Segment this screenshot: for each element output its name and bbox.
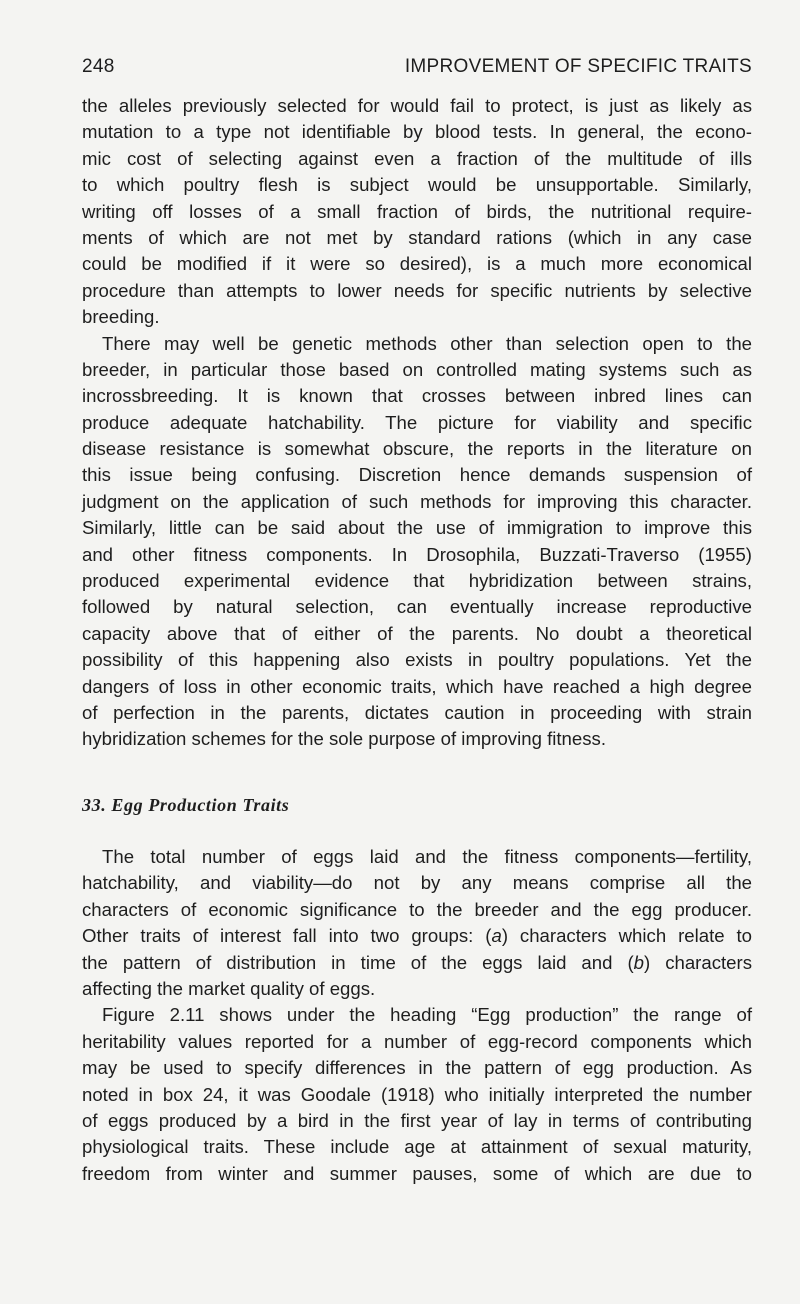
section-title: Egg Production Traits xyxy=(111,795,290,815)
text-line: produce adequate hatchability. The picture for viability and specific xyxy=(82,411,752,433)
text-line: followed by natural selection, can eventually increase reproductive xyxy=(82,596,752,618)
text-line: mutation to a type not identifiable by blood tests. In general, the econo- xyxy=(82,121,752,143)
text-line: could be modified if it were so desired), is a much more economical xyxy=(82,253,752,275)
section-text xyxy=(82,844,752,1187)
paragraph-4 xyxy=(82,1002,752,1187)
running-title: IMPROVEMENT OF SPECIFIC TRAITS xyxy=(404,56,752,77)
list-marker-b: b xyxy=(633,951,644,973)
text-line: breeding. xyxy=(82,306,160,328)
text-line: procedure than attempts to lower needs for specific nutrients by selective xyxy=(82,279,752,301)
paragraph-3 xyxy=(82,844,752,1002)
page-number: 248 xyxy=(82,56,115,77)
text-line: affecting the market quality of eggs. xyxy=(82,977,376,999)
text-line: disease resistance is somewhat obscure, the reports in the literature on xyxy=(82,438,752,460)
text-line: Figure 2.11 shows under the heading “Egg production” the range of xyxy=(102,1004,752,1026)
text-run: Other traits of interest fall into two groups: ( xyxy=(82,925,492,947)
text-line: ments of which are not met by standard rations (which in any case xyxy=(82,226,752,248)
text-line: breeder, in particular those based on controlled mating systems such as xyxy=(82,358,752,380)
section-number: 33. xyxy=(82,795,107,815)
text-line: produced experimental evidence that hybridization between strains, xyxy=(82,570,752,592)
text-line: dangers of loss in other economic traits, which have reached a high degree xyxy=(82,675,752,697)
text-line: and other fitness components. In Drosophila, Buzzati-Traverso (1955) xyxy=(82,543,752,565)
body-text xyxy=(82,93,752,753)
text-line: of eggs produced by a bird in the first year of lay in terms of contributing xyxy=(82,1109,752,1131)
text-line: this issue being confusing. Discretion hence demands suspension of xyxy=(82,464,752,486)
text-line: capacity above that of either of the parents. No doubt a theoretical xyxy=(82,622,752,644)
text-line: may be used to specify differences in the pattern of egg production. As xyxy=(82,1057,752,1079)
text-line: hybridization schemes for the sole purpose of improving fitness. xyxy=(82,728,606,750)
text-line: There may well be genetic methods other than selection open to the xyxy=(102,332,752,354)
text-run: ) characters xyxy=(644,951,753,973)
text-line: heritability values reported for a number of egg-record components which xyxy=(82,1030,752,1052)
text-line: freedom from winter and summer pauses, some of which are due to xyxy=(82,1162,752,1184)
text-line: mic cost of selecting against even a fraction of the multitude of ills xyxy=(82,147,752,169)
text-line: of perfection in the parents, dictates caution in proceeding with strain xyxy=(82,701,752,723)
text-line: noted in box 24, it was Goodale (1918) who initially interpreted the number xyxy=(82,1083,752,1105)
text-line: physiological traits. These include age at attainment of sexual maturity, xyxy=(82,1136,752,1158)
paragraph-2 xyxy=(82,331,752,753)
text-line: to which poultry flesh is subject would be unsupportable. Similarly, xyxy=(82,174,752,196)
text-line: incrossbreeding. It is known that crosses between inbred lines can xyxy=(82,385,752,407)
text-line: characters of economic significance to the breeder and the egg producer. xyxy=(82,898,752,920)
text-line xyxy=(82,950,752,976)
text-line xyxy=(82,923,752,949)
page-header xyxy=(82,56,752,84)
text-run: the pattern of distribution in time of the eggs laid and ( xyxy=(82,951,634,973)
text-line: The total number of eggs laid and the fitness components—fertility, xyxy=(102,846,752,867)
paragraph-1 xyxy=(82,93,752,331)
text-line: judgment on the application of such methods for improving this character. xyxy=(82,490,752,512)
text-run: ) characters which relate to xyxy=(501,925,753,947)
text-line: Similarly, little can be said about the use of immigration to improve this xyxy=(82,517,752,539)
text-line: hatchability, and viability—do not by any means comprise all the xyxy=(82,872,752,894)
text-line: possibility of this happening also exists in poultry populations. Yet the xyxy=(82,649,752,671)
text-line: writing off losses of a small fraction of birds, the nutritional require- xyxy=(82,200,752,222)
text-line: the alleles previously selected for would fail to protect, is just as likely as xyxy=(82,95,752,116)
section-heading xyxy=(82,795,289,816)
list-marker-a: a xyxy=(491,925,502,947)
